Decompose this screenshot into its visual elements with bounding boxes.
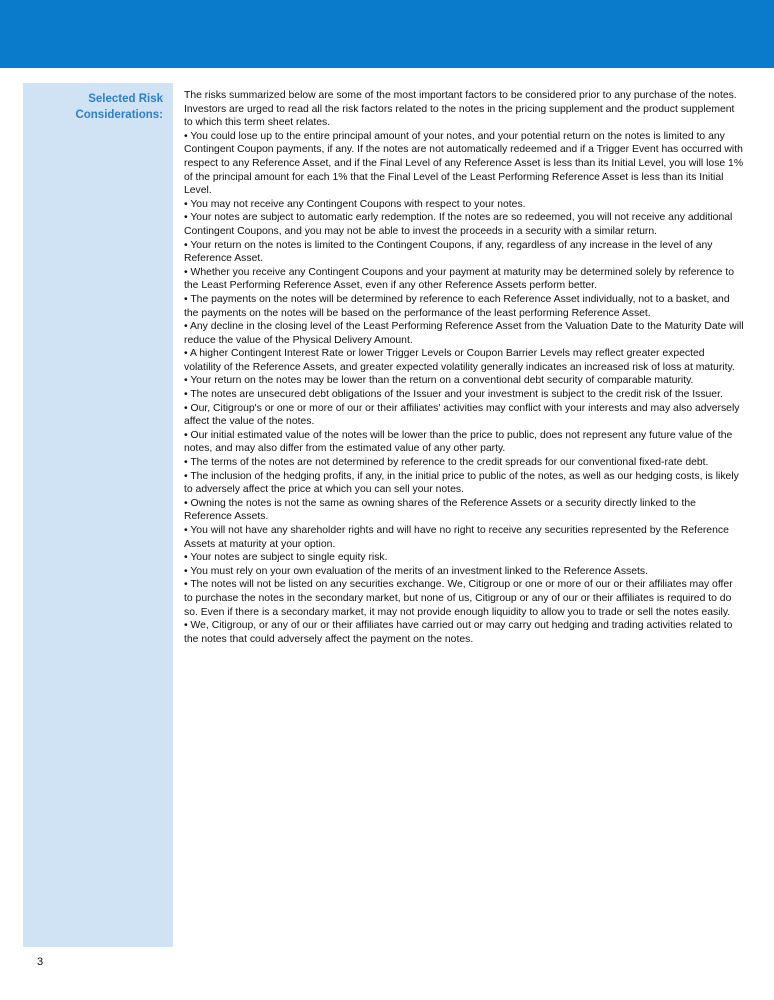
risk-bullet: • Our, Citigroup's or one or more of our or their affiliates' activities may conflict with your interests and may also adversely affect the value of the notes. — [184, 402, 740, 428]
risk-bullet: • You could lose up to the entire principal amount of your notes, and your potential return on the notes is limited to any Contingent Coupon payments, if any. If the notes are not automatically redeemed and if a Trigger Event has occurred with respect to any Reference Asset, and if the Final Level of any Reference Asset is less than its Initial Level, you will lose 1% of the principal amount for each 1% that the Final Level of the Least Performing Reference Asset is less than its Initial Level. — [184, 130, 744, 197]
risk-bullet: • Your notes are subject to automatic early redemption. If the notes are so redeemed, you will not receive any additional Contingent Coupons, and you may not be able to invest the proceeds in a security with a similar return. — [184, 212, 733, 237]
section-label-line-2: Considerations: — [75, 109, 163, 121]
risk-bullet: • The inclusion of the hedging profits, if any, in the initial price to public of the notes, as well as our hedging costs, is likely to adversely affect the price at which you can sell your notes. — [184, 470, 739, 496]
page-number: 3 — [37, 956, 44, 968]
section-label-panel — [23, 83, 173, 947]
risk-bullet: • The notes will not be listed on any securities exchange. We, Citigroup or one or more of our or their affiliates may offer to purchase the notes in the secondary market, but none of us, Citigroup or any of our or their affiliates is required to do so. Even if there is a secondary market, it may not provide enough liquidity to allow you to trade or sell the notes easily. — [184, 579, 733, 618]
intro-paragraph: The risks summarized below are some of the most important factors to be considered prior to any purchase of the notes. Investors are urged to read all the risk factors related to the notes in the pricing supplement and the product supplement to which this term sheet relates. — [184, 90, 737, 129]
section-label — [33, 91, 163, 123]
risk-bullet: • Your return on the notes may be lower than the return on a conventional debt security of comparable maturity. — [184, 375, 694, 387]
risk-bullet: • A higher Contingent Interest Rate or lower Trigger Levels or Coupon Barrier Levels may reflect greater expected volatility of the Reference Assets, and greater expected volatility generally indicates an increased risk of loss at maturity. — [184, 348, 735, 373]
risk-bullet: • You will not have any shareholder rights and will have no right to receive any securities represented by the Reference Assets at maturity at your option. — [184, 525, 729, 550]
risk-bullet: • We, Citigroup, or any of our or their affiliates have carried out or may carry out hedging and trading activities related to the notes that could adversely affect the payment on the notes. — [184, 620, 733, 645]
risk-bullet: • Whether you receive any Contingent Coupons and your payment at maturity may be determined solely by reference to the Least Performing Reference Asset, even if any other Reference Assets perform better. — [184, 266, 735, 292]
risk-bullet: • You may not receive any Contingent Coupons with respect to your notes. — [184, 198, 526, 210]
header-band — [0, 0, 774, 68]
risk-bullet: • Your notes are subject to single equity risk. — [184, 552, 388, 564]
risk-bullet: • You must rely on your own evaluation of the merits of an investment linked to the Reference Assets. — [184, 565, 648, 577]
risk-bullet: • Owning the notes is not the same as owning shares of the Reference Assets or a security directly linked to the Reference Assets. — [184, 497, 696, 523]
risk-bullet: • The payments on the notes will be determined by reference to each Reference Asset individually, not to a basket, and the payments on the notes will be based on the performance of the least performing Reference Asset. — [184, 293, 730, 319]
risk-bullet: • The terms of the notes are not determined by reference to the credit spreads for our conventional fixed-rate debt. — [184, 457, 709, 469]
risk-bullet: • Our initial estimated value of the notes will be lower than the price to public, does not represent any future value of the notes, and may also differ from the estimated value of any other party. — [184, 429, 733, 455]
section-label-line-1: Selected Risk — [88, 93, 163, 105]
risk-bullet: • Any decline in the closing level of the Least Performing Reference Asset from the Valuation Date to the Maturity Date will reduce the value of the Physical Delivery Amount. — [184, 321, 744, 346]
risk-considerations-body — [184, 89, 744, 646]
risk-bullet: • The notes are unsecured debt obligations of the Issuer and your investment is subject to the credit risk of the Issuer. — [184, 389, 723, 401]
risk-bullet: • Your return on the notes is limited to the Contingent Coupons, if any, regardless of any increase in the level of any Reference Asset. — [184, 239, 713, 265]
